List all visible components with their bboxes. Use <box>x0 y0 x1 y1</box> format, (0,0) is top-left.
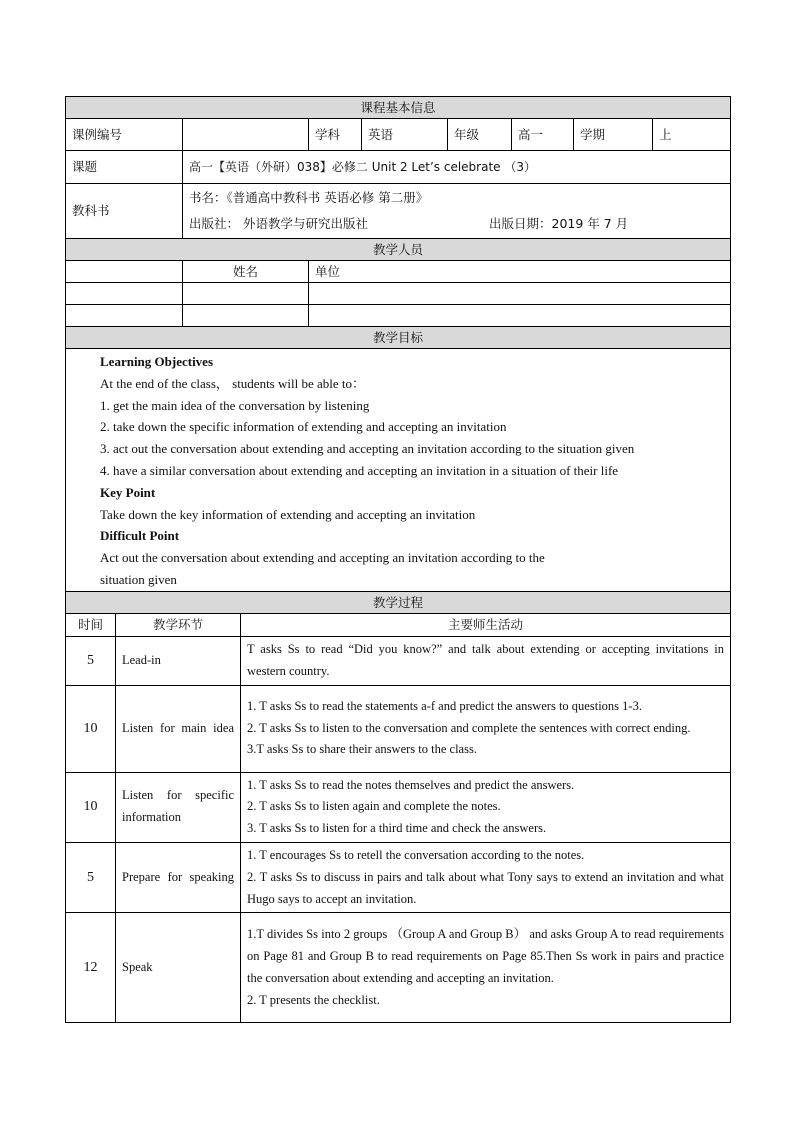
basic-info-table <box>65 96 731 594</box>
term-label: 学期 <box>574 119 653 151</box>
basic-info-header: 课程基本信息 <box>66 97 731 119</box>
staff-unit-header: 单位 <box>309 261 731 283</box>
learning-objectives-heading: Learning Objectives <box>100 354 214 369</box>
difficult-point-text: situation given <box>100 571 177 587</box>
case-no-label: 课例编号 <box>66 119 183 151</box>
row-stage: Listen for main idea <box>116 685 241 772</box>
activity-item: 1.T divides Ss into 2 groups （Group A and Group B） and asks Group A to read requirements on Page 81 and Group B to read requirements on Page 85.Then Ss work in pairs and practice the conversation about extending and accepting an invitation. <box>247 927 725 985</box>
publisher: 出版社： 外语教学与研究出版社 <box>189 216 368 231</box>
staff-unit <box>309 305 731 327</box>
process-row <box>66 913 731 1023</box>
subject-label: 学科 <box>309 119 362 151</box>
staff-role <box>66 305 183 327</box>
activity-item: T asks Ss to read “Did you know?” and talk about extending or accepting invitations in western country. <box>247 642 725 678</box>
textbook-info <box>183 184 731 239</box>
textbook-label: 教科书 <box>66 184 183 239</box>
case-no-value <box>183 119 309 151</box>
topic-label: 课题 <box>66 151 183 184</box>
row-activities <box>241 685 731 772</box>
grade-value: 高一 <box>512 119 574 151</box>
staff-header: 教学人员 <box>66 239 731 261</box>
staff-name <box>183 305 309 327</box>
objective-item: 2. take down the specific information of extending and accepting an invitation <box>100 419 507 435</box>
staff-row <box>66 305 731 327</box>
subject-value: 英语 <box>362 119 448 151</box>
activity-item: 1. T encourages Ss to retell the conversation according to the notes. <box>247 847 585 862</box>
row-activities <box>241 772 731 842</box>
row-stage: Prepare for speaking <box>116 842 241 912</box>
row-activities <box>241 842 731 912</box>
activity-item: 2. T asks Ss to discuss in pairs and talk about what Tony says to extend an invitation and what Hugo says to accept an invitation. <box>247 869 725 906</box>
difficult-point-text: Act out the conversation about extending and accepting an invitation according to the <box>100 550 545 566</box>
difficult-point-heading: Difficult Point <box>100 528 180 544</box>
term-value: 上 <box>653 119 731 151</box>
activity-item: 1. T asks Ss to read the notes themselves and predict the answers. <box>247 777 575 792</box>
publish-date: 出版日期：2019 年 7 月 <box>489 216 629 231</box>
row-stage: Speak <box>116 913 241 1023</box>
process-row <box>66 772 731 842</box>
row-activities <box>241 637 731 686</box>
row-time: 5 <box>66 842 116 912</box>
staff-row <box>66 283 731 305</box>
row-stage: Lead-in <box>116 637 241 686</box>
objectives-header: 教学目标 <box>66 327 731 349</box>
process-header: 教学过程 <box>66 592 731 614</box>
activity-item: 2. T asks Ss to listen to the conversation and complete the sentences with correct ending. <box>247 720 691 735</box>
activity-item: 3. T asks Ss to listen for a third time and check the answers. <box>247 821 547 836</box>
staff-role <box>66 283 183 305</box>
row-time: 5 <box>66 637 116 686</box>
key-point-text: Take down the key information of extending and accepting an invitation <box>100 506 476 522</box>
col-time-header: 时间 <box>66 614 116 637</box>
book-name: 书名：《普通高中教科书 英语必修 第二册》 <box>189 190 429 205</box>
key-point-heading: Key Point <box>100 484 156 500</box>
activity-item: 3.T asks Ss to share their answers to the class. <box>247 742 477 757</box>
publisher-line <box>189 211 724 237</box>
staff-unit <box>309 283 731 305</box>
process-row <box>66 842 731 912</box>
col-stage-header: 教学环节 <box>116 614 241 637</box>
objective-item: 4. have a similar conversation about extending and accepting an invitation in a situation of their life <box>100 462 619 478</box>
activity-item: 2. T presents the checklist. <box>247 992 380 1007</box>
row-time: 12 <box>66 913 116 1023</box>
row-stage: Listen for specific information <box>116 772 241 842</box>
activity-item: 2. T asks Ss to listen again and complete the notes. <box>247 799 501 814</box>
objective-item: 3. act out the conversation about extending and accepting an invitation according to the situation given <box>100 441 635 457</box>
staff-blank-header <box>66 261 183 283</box>
staff-name-header: 姓名 <box>183 261 309 283</box>
activity-item: 1. T asks Ss to read the statements a-f and predict the answers to questions 1-3. <box>247 698 642 713</box>
row-activities <box>241 913 731 1023</box>
process-row <box>66 685 731 772</box>
process-table <box>65 591 731 1023</box>
row-time: 10 <box>66 772 116 842</box>
process-row <box>66 637 731 686</box>
col-activity-header: 主要师生活动 <box>241 614 731 637</box>
grade-label: 年级 <box>448 119 512 151</box>
topic-value: 高一【英语（外研）038】必修二 Unit 2 Let’s celebrate （3） <box>183 151 731 184</box>
objectives-intro: At the end of the class， students will be able to： <box>100 375 366 391</box>
staff-name <box>183 283 309 305</box>
row-time: 10 <box>66 685 116 772</box>
objectives-content <box>66 349 731 594</box>
objective-item: 1. get the main idea of the conversation by listening <box>100 397 370 413</box>
